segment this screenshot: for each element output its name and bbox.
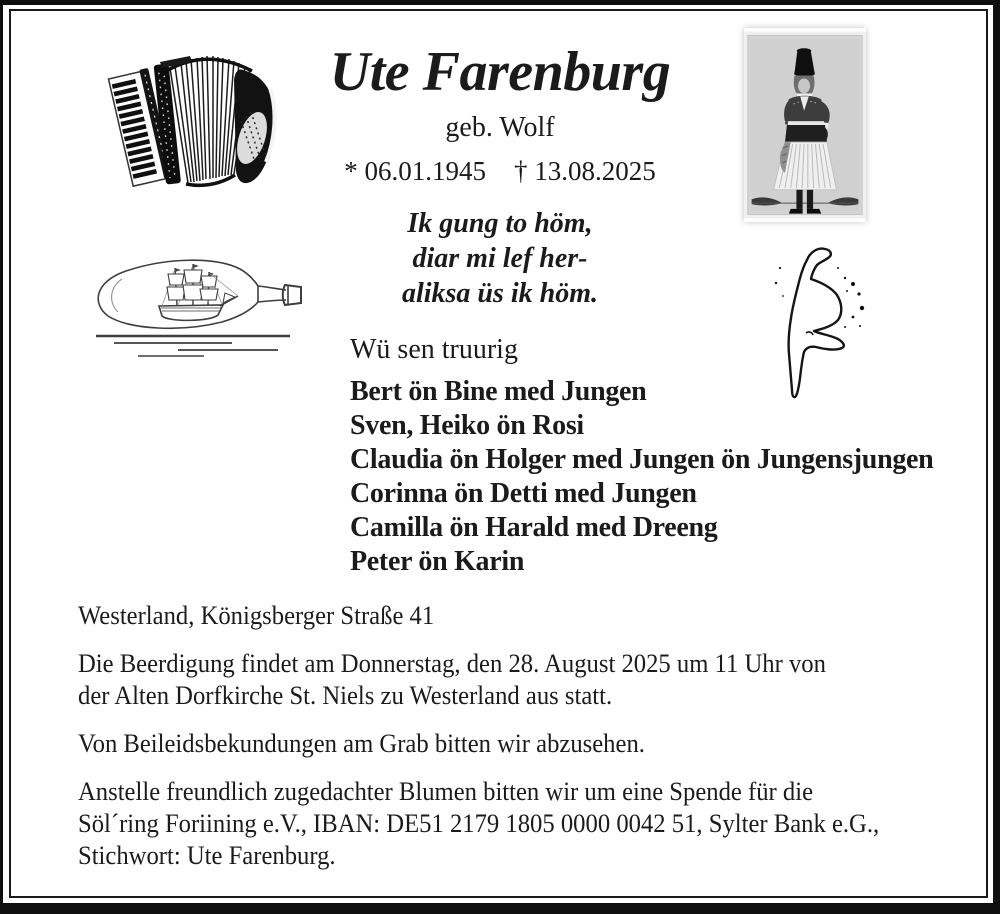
mourner-name: Corinna ön Detti med Jungen — [350, 478, 697, 509]
donation-line: Stichwort: Ute Farenburg. — [78, 840, 336, 870]
mourning-intro: Wü sen truurig — [350, 334, 518, 365]
mourner-name: Sven, Heiko ön Rosi — [350, 410, 584, 441]
donation-line: Anstelle freundlich zugedachter Blumen bitten wir um eine Spende für die — [78, 776, 814, 806]
life-dates — [0, 156, 1000, 187]
verse-line: diar mi lef her- — [412, 243, 588, 274]
condolence-paragraph — [78, 727, 1000, 759]
mourner-name: Camilla ön Harald med Dreeng — [350, 512, 718, 543]
deceased-name: Ute Farenburg — [329, 41, 671, 103]
birth-date: * 06.01.1945 — [344, 156, 486, 186]
funeral-line: Die Beerdigung findet am Donnerstag, den 28. August 2025 um 11 Uhr von — [78, 648, 826, 678]
mourner-name: Claudia ön Holger med Jungen ön Jungensjungen — [350, 444, 934, 475]
donation-line: Söl´ring Foriining e.V., IBAN: DE51 2179 1805 0000 0042 51, Sylter Bank e.G., — [78, 808, 880, 838]
address-paragraph — [78, 599, 1000, 631]
verse-line: aliksa üs ik höm. — [401, 278, 599, 309]
notice-details — [78, 599, 1000, 887]
funeral-paragraph — [78, 647, 1000, 711]
death-date: † 13.08.2025 — [514, 156, 656, 186]
condolence-line: Von Beileidsbekundungen am Grab bitten wir abzusehen. — [78, 728, 645, 758]
donation-paragraph — [78, 775, 1000, 871]
mourning-block — [350, 333, 933, 579]
address-line: Westerland, Königsberger Straße 41 — [78, 600, 435, 630]
frame-bar-bottom — [0, 903, 1000, 914]
mourner-name: Peter ön Karin — [350, 546, 525, 577]
maiden-name: geb. Wolf — [445, 112, 555, 143]
verse-line: Ik gung to höm, — [407, 208, 593, 239]
ship-in-bottle-image — [82, 234, 304, 360]
frame-bar-top — [0, 0, 1000, 5]
mourner-name: Bert ön Bine med Jungen — [350, 376, 647, 407]
funeral-line: der Alten Dorfkirche St. Niels zu Westerland aus statt. — [78, 680, 613, 710]
